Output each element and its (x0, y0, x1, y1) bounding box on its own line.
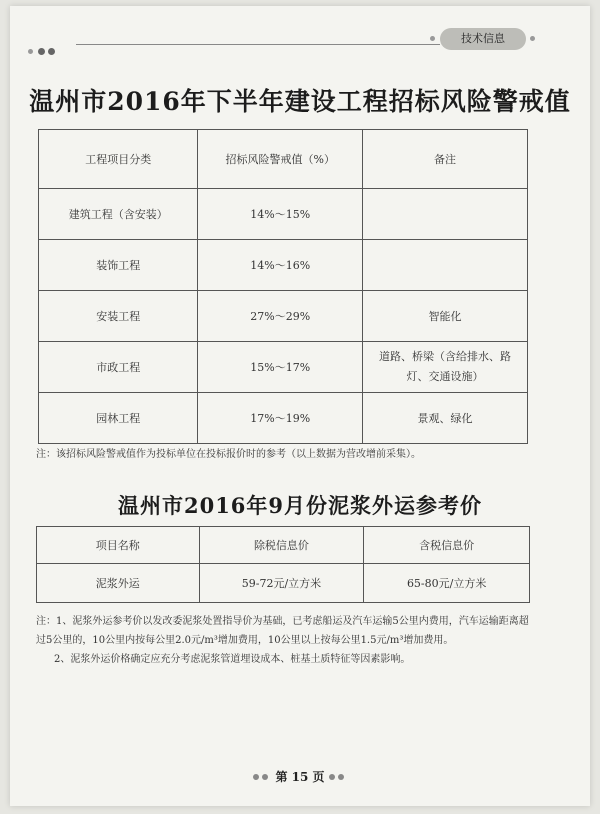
table-header-row (37, 527, 530, 564)
table-cell: 道路、桥梁（含给排水、路灯、交通设施） (363, 342, 528, 393)
table-cell: 建筑工程（含安装） (39, 189, 198, 240)
header-divider (76, 44, 440, 45)
table-cell: 65-80元/立方米 (364, 564, 530, 603)
page-footer (0, 768, 600, 785)
table-cell: 景观、绿化 (363, 393, 528, 444)
table-row (37, 564, 530, 603)
table-cell: 15%～17% (198, 342, 363, 393)
table2-title: 温州市2016年9月份泥浆外运参考价 (117, 493, 483, 518)
note-line: 2、泥浆外运价格确定应充分考虑泥浆管道埋设成本、桩基土质特征等因素影响。 (54, 654, 411, 665)
header-dot (430, 36, 435, 41)
table1-title: 温州市2016年下半年建设工程招标风险警戒值 (29, 87, 571, 116)
column-header: 备注 (363, 130, 528, 189)
table-cell: 59-72元/立方米 (199, 564, 364, 603)
table-row (39, 240, 528, 291)
table-cell: 14%～15% (198, 189, 363, 240)
header-dot (530, 36, 535, 41)
table-row (39, 342, 528, 393)
table-row (39, 189, 528, 240)
table-cell (363, 189, 528, 240)
table-row (39, 291, 528, 342)
table1-note: 注：该招标风险警戒值作为投标单位在投标报价时的参考（以上数据为营改增前采集）。 (36, 449, 421, 460)
column-header: 工程项目分类 (39, 130, 198, 189)
column-header: 除税信息价 (199, 527, 364, 564)
page-number: 第 15 页 (275, 770, 325, 784)
note-line: 注：1、泥浆外运参考价以发改委泥浆处置指导价为基础，已考虑船运及汽车运输5公里内费用，汽车运输距离超过5公里的，10公里内按每公里2.0元/m³增加费用，10公里以上按每公里1.5元/m³增加费用。 (36, 616, 529, 646)
table-cell: 园林工程 (39, 393, 198, 444)
table-cell: 装饰工程 (39, 240, 198, 291)
column-header: 含税信息价 (364, 527, 530, 564)
risk-threshold-table (38, 129, 528, 444)
table-cell: 17%～19% (198, 393, 363, 444)
mud-transport-price-table (36, 526, 530, 603)
table-cell (363, 240, 528, 291)
table-cell: 智能化 (363, 291, 528, 342)
column-header: 项目名称 (37, 527, 200, 564)
table2-notes (36, 612, 536, 669)
table-cell: 安装工程 (39, 291, 198, 342)
table-row (39, 393, 528, 444)
table-cell: 27%～29% (198, 291, 363, 342)
column-header: 招标风险警戒值（%） (198, 130, 363, 189)
table-cell: 泥浆外运 (37, 564, 200, 603)
header-dots (28, 40, 58, 48)
table-cell: 市政工程 (39, 342, 198, 393)
table-header-row (39, 130, 528, 189)
section-badge: 技术信息 (440, 28, 526, 50)
table-cell: 14%～16% (198, 240, 363, 291)
